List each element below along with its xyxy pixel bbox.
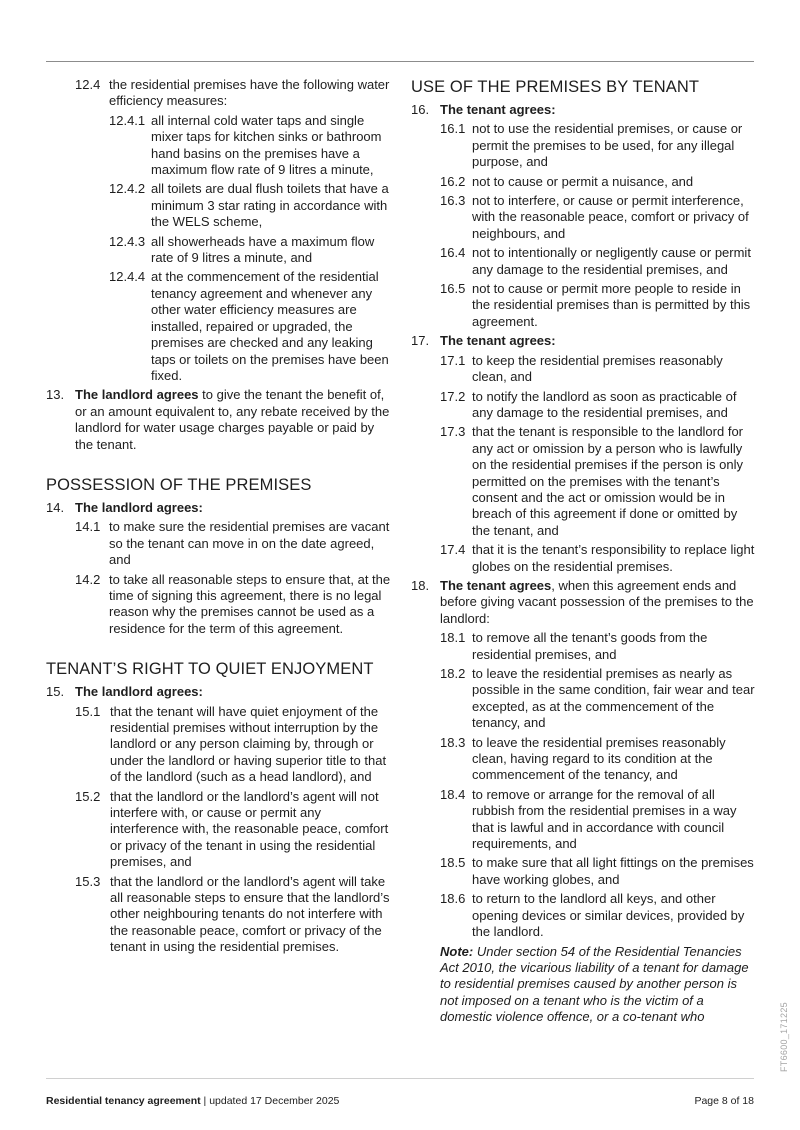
clause-18-1: 18.1 to remove all the tenant’s goods from the residential premises, and bbox=[440, 630, 708, 662]
clause-14: 14. The landlord agrees: bbox=[46, 499, 203, 515]
clause-17-4: 17.4 that it is the tenant’s responsibility to replace light globes on the residential premises. bbox=[440, 542, 755, 574]
clause-15-1: 15.1 that the tenant will have quiet enjoyment of the residential premises without interruption by the landlord or any person claiming by, through or under the landlord or having superior title to that of the landlord (such as a head landlord), and bbox=[75, 703, 387, 785]
clause-18: 18. The tenant agrees, when this agreement ends and before giving vacant possession of the premises to the landlord: bbox=[411, 577, 754, 626]
clause-17: 17. The tenant agrees: bbox=[411, 333, 556, 349]
clause-12-4-3: 12.4.3 all showerheads have a maximum flow rate of 9 litres a minute, and bbox=[109, 233, 375, 266]
note-vicarious-liability bbox=[440, 944, 757, 1026]
right-column bbox=[411, 77, 757, 1026]
note-label: Note: bbox=[440, 943, 474, 959]
header-rule bbox=[46, 61, 754, 62]
heading-possession: POSSESSION OF THE PREMISES bbox=[46, 475, 312, 494]
clause-15-2: 15.2 that the landlord or the landlord’s agent will not interfere with, or cause or permit any interference with, the reasonable peace, comfort or privacy of the tenant in using the residential premises, and bbox=[75, 788, 389, 870]
clause-16-2: 16.2 not to cause or permit a nuisance, and bbox=[440, 173, 694, 189]
clause-18-lead: The tenant agrees bbox=[440, 577, 552, 593]
clause-17-1: 17.1 to keep the residential premises reasonably clean, and bbox=[440, 352, 723, 385]
heading-use-of-premises: USE OF THE PREMISES BY TENANT bbox=[411, 78, 700, 96]
clause-16-4: 16.4 not to intentionally or negligently cause or permit any damage to the residential premises, and bbox=[440, 245, 751, 277]
clause-13: 13. The landlord agrees to give the tenant the benefit of, or an amount equivalent to, any rebate received by the landlord for water usage charges payable or paid by the tenant. bbox=[46, 387, 390, 452]
clause-18-6: 18.6 to return to the landlord all keys, and other opening devices or similar devices, provided by the landlord. bbox=[440, 891, 745, 940]
clause-12-4-4: 12.4.4 at the commencement of the residential tenancy agreement and whenever any other water efficiency measures are installed, repaired or upgraded, the premises are checked and any leaking taps or toilets on the premises have been fixed. bbox=[109, 269, 389, 383]
footer-document-title bbox=[46, 1093, 339, 1109]
heading-quiet-enjoyment: TENANT’S RIGHT TO QUIET ENJOYMENT bbox=[46, 660, 374, 679]
clause-15-3: 15.3 that the landlord or the landlord’s agent will take all reasonable steps to ensure that the landlord’s other neighbouring tenants do not interfere with the reasonable peace, comfort or privacy of the tenant in using the residential premises. bbox=[75, 873, 390, 955]
clause-12-4-1: 12.4.1 all internal cold water taps and single mixer taps for kitchen sinks or bathroom hand basins on the premises have a maximum flow rate of 9 litres a minute, bbox=[109, 112, 382, 178]
clause-16: 16. The tenant agrees: bbox=[411, 102, 556, 117]
left-column bbox=[46, 77, 392, 956]
clause-14-1: 14.1 to make sure the residential premises are vacant so the tenant can move in on the date agreed, and bbox=[75, 519, 390, 568]
clause-17-2: 17.2 to notify the landlord as soon as practicable of any damage to the residential premises, and bbox=[440, 388, 737, 420]
clause-18-3: 18.3 to leave the residential premises reasonably clean, having regard to its condition at the commencement of the tenancy, and bbox=[440, 734, 726, 783]
clause-15: 15. The landlord agrees: bbox=[46, 684, 203, 700]
clause-16-1: 16.1 not to use the residential premises, or cause or permit the premises to be used, for any illegal purpose, and bbox=[440, 121, 743, 170]
clause-13-lead: The landlord agrees bbox=[75, 387, 199, 403]
footer-updated: | updated 17 December 2025 bbox=[200, 1095, 340, 1107]
clause-12-4-2: 12.4.2 all toilets are dual flush toilets that have a minimum 3 star rating in accordance with the WELS scheme, bbox=[109, 181, 389, 230]
clause-16-3: 16.3 not to interfere, or cause or permit interference, with the reasonable peace, comfort or privacy of neighbours, and bbox=[440, 193, 749, 241]
note-text: Under section 54 of the Residential Tenancies Act 2010, the vicarious liability of a tenant for damage to residential premises caused by another person is not imposed on a tenant who is the victim of a domestic violence offence, or a co-tenant who bbox=[440, 943, 749, 1025]
clause-14-2: 14.2 to take all reasonable steps to ensure that, at the time of signing this agreement, there is no legal reason why the premises cannot be used as a residence for the term of this agreement. bbox=[75, 571, 391, 636]
clause-18-5: 18.5 to make sure that all light fittings on the premises have working globes, and bbox=[440, 855, 754, 887]
footer-rule bbox=[46, 1078, 754, 1079]
clause-18-2: 18.2 to leave the residential premises as nearly as possible in the same condition, fair wear and tear excepted, as at the commencement of the tenancy, and bbox=[440, 666, 755, 731]
footer-doc-title: Residential tenancy agreement bbox=[46, 1095, 201, 1107]
footer-page-number: Page 8 of 18 bbox=[694, 1095, 754, 1107]
form-code: FT6600_171225 bbox=[779, 1002, 789, 1072]
clause-12-4: 12.4 the residential premises have the following water efficiency measures: bbox=[75, 77, 390, 109]
clause-18-text: , when this agreement ends and before giving vacant possession of the premises to the landlord: bbox=[440, 577, 754, 626]
clause-13-text: to give the tenant the benefit of, or an amount equivalent to, any rebate received by the landlord for water usage charges payable or paid by the tenant. bbox=[75, 387, 390, 452]
clause-16-5: 16.5 not to cause or permit more people to reside in the residential premises than is permitted by this agreement. bbox=[440, 281, 751, 329]
clause-18-4: 18.4 to remove or arrange for the removal of all rubbish from the residential premises in a way that is lawful and in accordance with council requirements, and bbox=[440, 786, 737, 852]
clause-17-3: 17.3 that the tenant is responsible to the landlord for any act or omission by a person who is lawfully on the residential premises if the person is only permitted on the premises with the tenant’s consent and the act or omission would be in breach of this agreement if done or omitted by the tenant, and bbox=[440, 424, 744, 538]
